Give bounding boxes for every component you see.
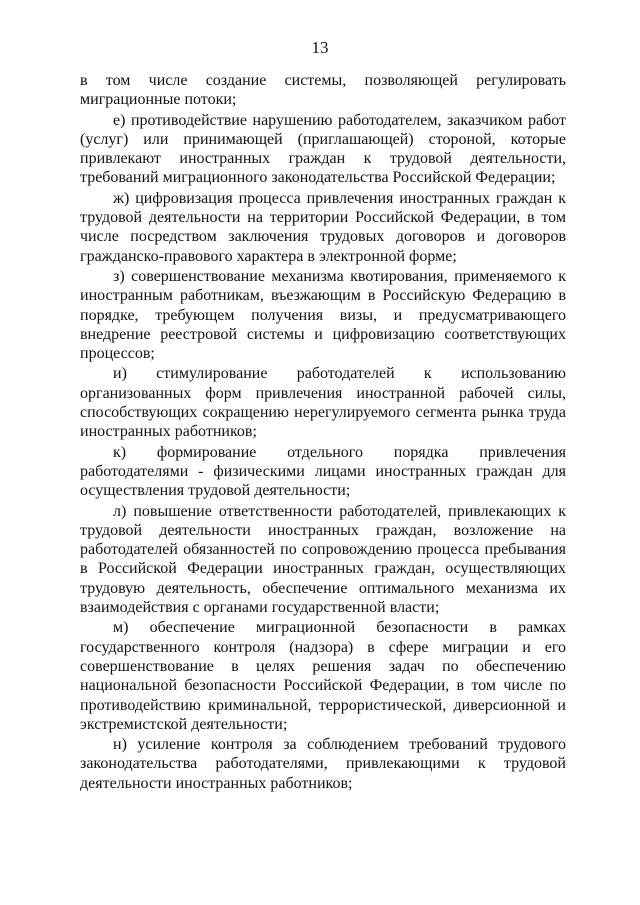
paragraph-item-zh: ж) цифровизация процесса привлечения иностранных граждан к трудовой деятельности на территории Российской Федерации, в том числе посредством заключения трудовых договоров и договоров гражданско-правового характера в электронной форме; [80,189,566,265]
paragraph-item-z: з) совершенствование механизма квотирования, применяемого к иностранным работникам, въезжающим в Российскую Федерацию в порядке, требующем получения визы, и предусматривающего внедрение реестровой системы и цифровизацию соответствующих процессов; [80,267,566,363]
paragraph-item-l: л) повышение ответственности работодателей, привлекающих к трудовой деятельности иностранных граждан, возложение на работодателей обязанностей по сопровождению процесса пребывания в Российской Федерации иностранных граждан, осуществляющих трудовую деятельность, обеспечение оптимального механизма их взаимодействия с органами государственной власти; [80,502,566,617]
paragraph-item-k: к) формирование отдельного порядка привлечения работодателями - физическими лицами иностранных граждан для осуществления трудовой деятельности; [80,443,566,500]
paragraph-continuation: в том числе создание системы, позволяющей регулировать миграционные потоки; [80,72,566,109]
paragraph-item-n: н) усиление контроля за соблюдением требований трудового законодательства работодателями, привлекающими к трудовой деятельности иностранных работников; [80,736,566,792]
paragraph-item-e: е) противодействие нарушению работодателем, заказчиком работ (услуг) или принимающей (приглашающей) стороной, которые привлекают иностранных граждан к трудовой деятельности, требований миграционного законодательства Российской Федерации; [80,111,566,187]
paragraph-item-i: и) стимулирование работодателей к использованию организованных форм привлечения иностранной рабочей силы, способствующих сокращению нерегулируемого сегмента рынка труда иностранных работников; [80,365,566,441]
paragraph-item-m: м) обеспечение миграционной безопасности в рамках государственного контроля (надзора) в сфере миграции и его совершенствование в целях решения задач по обеспечению национальной безопасности Российской Федерации, в том числе по противодействию криминальной, террористической, диверсионной и экстремистской деятельности; [80,619,566,733]
page-number: 13 [311,38,329,57]
document-body [80,71,566,794]
